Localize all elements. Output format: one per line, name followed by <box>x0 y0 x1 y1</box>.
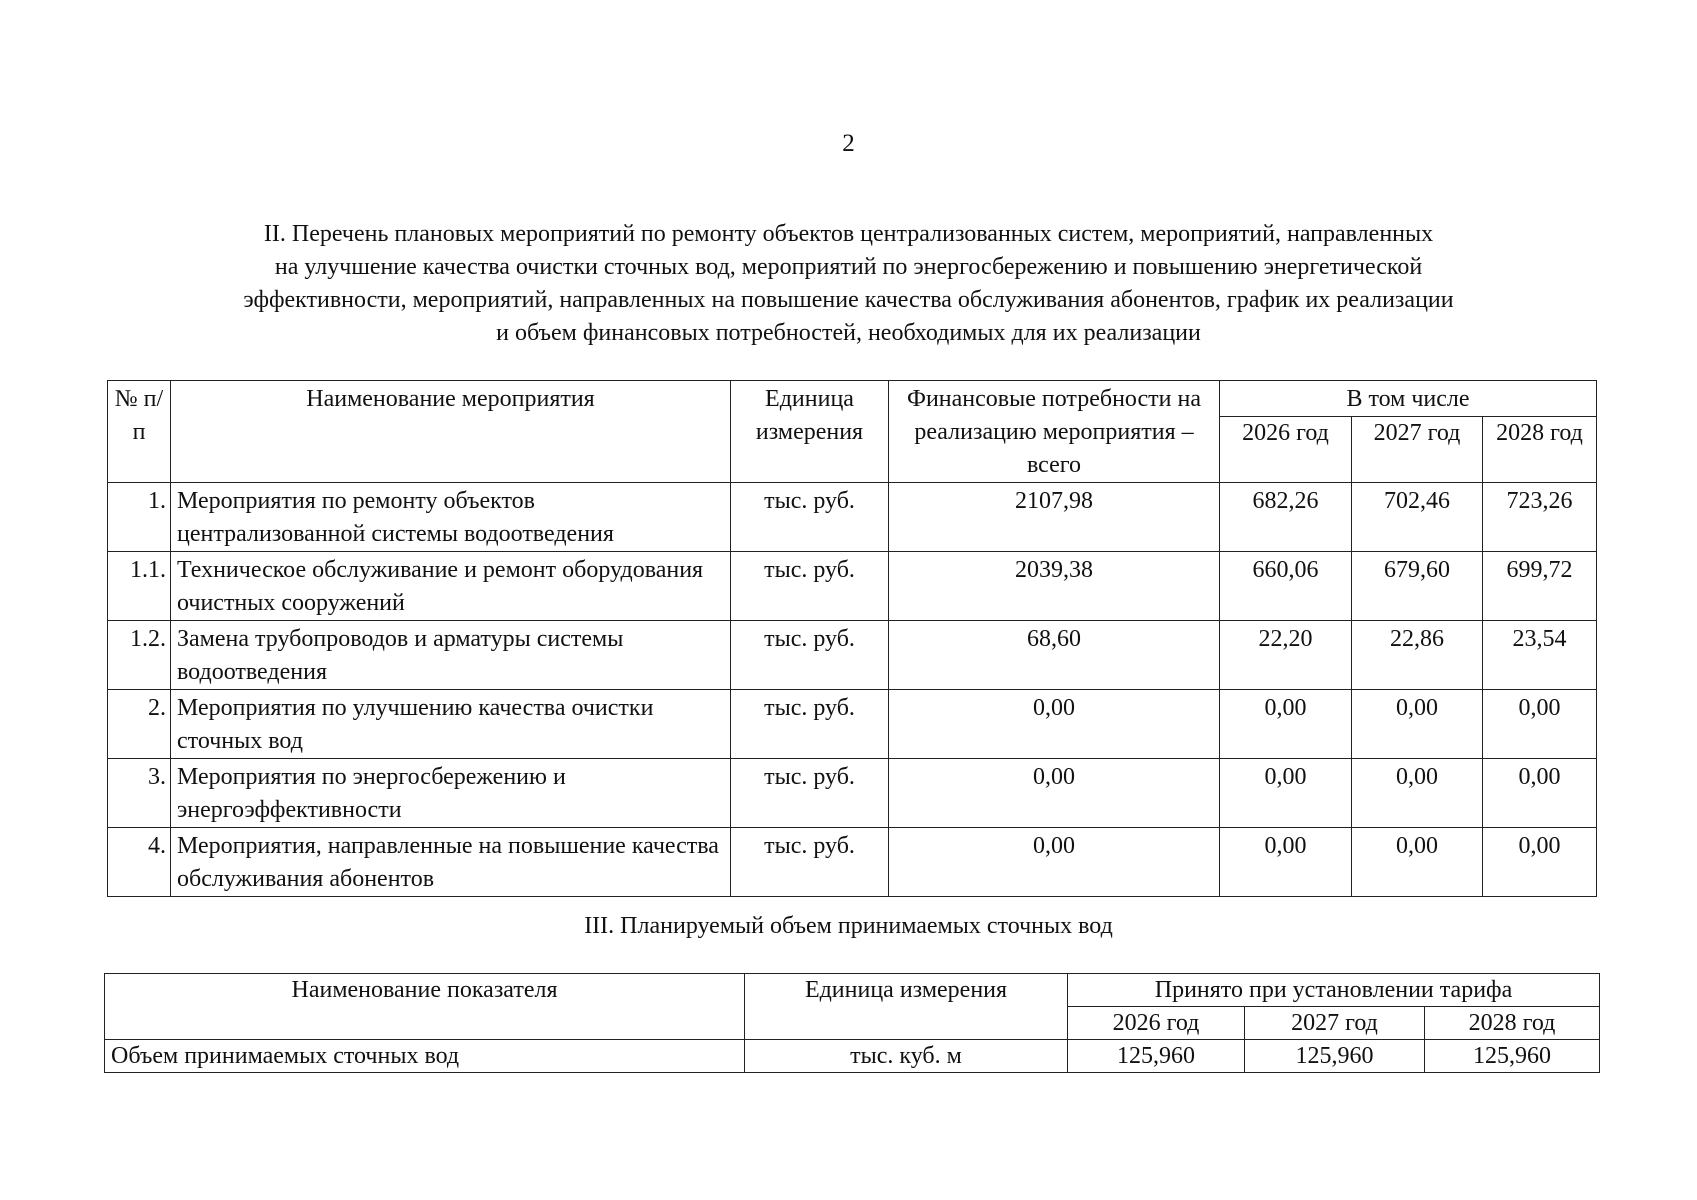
row-2027: 702,46 <box>1352 483 1483 552</box>
row-2026: 0,00 <box>1220 828 1352 897</box>
section-2-title-line: эффективности, мероприятий, направленных на повышение качества обслуживания абонентов, график их реализации <box>243 287 1454 313</box>
section-3-title <box>120 910 1577 943</box>
row-total: 0,00 <box>889 690 1220 759</box>
row-measure-name: Мероприятия, направленные на повышение качества обслуживания абонентов <box>171 828 731 897</box>
row-measure-name: Мероприятия по улучшению качества очистки сточных вод <box>171 690 731 759</box>
header-year-2028: 2028 год <box>1483 417 1597 483</box>
row-total: 0,00 <box>889 828 1220 897</box>
header-accepted: Принято при установлении тарифа <box>1068 974 1600 1007</box>
row-unit: тыс. руб. <box>731 552 889 621</box>
row-unit: тыс. руб. <box>731 690 889 759</box>
row-2027: 22,86 <box>1352 621 1483 690</box>
header-including: В том числе <box>1220 381 1597 417</box>
row-unit: тыс. руб. <box>731 483 889 552</box>
measures-table <box>107 380 1597 897</box>
row-number: 4. <box>108 828 171 897</box>
row-measure-name: Техническое обслуживание и ремонт оборудования очистных сооружений <box>171 552 731 621</box>
row-2027: 0,00 <box>1352 690 1483 759</box>
header-unit: Единица измерения <box>731 381 889 483</box>
header-year-2026: 2026 год <box>1220 417 1352 483</box>
header-year-2027: 2027 год <box>1245 1007 1425 1040</box>
indicator-unit: тыс. куб. м <box>745 1040 1068 1073</box>
indicator-2026: 125,960 <box>1068 1040 1245 1073</box>
row-unit: тыс. руб. <box>731 828 889 897</box>
row-2028: 23,54 <box>1483 621 1597 690</box>
section-2-title-line: на улучшение качества очистки сточных вод, мероприятий по энергосбережению и повышению энергетической <box>274 254 1423 280</box>
header-year-2027: 2027 год <box>1352 417 1483 483</box>
row-2026: 682,26 <box>1220 483 1352 552</box>
row-2027: 0,00 <box>1352 759 1483 828</box>
indicator-2027: 125,960 <box>1245 1040 1425 1073</box>
row-2026: 0,00 <box>1220 759 1352 828</box>
row-number: 3. <box>108 759 171 828</box>
row-2028: 0,00 <box>1483 759 1597 828</box>
table-row <box>108 552 1597 621</box>
table-row <box>108 759 1597 828</box>
row-number: 1. <box>108 483 171 552</box>
header-indicator: Наименование показателя <box>105 974 745 1040</box>
row-2026: 22,20 <box>1220 621 1352 690</box>
row-unit: тыс. руб. <box>731 759 889 828</box>
table-row <box>108 690 1597 759</box>
row-2027: 0,00 <box>1352 828 1483 897</box>
row-measure-name: Замена трубопроводов и арматуры системы водоотведения <box>171 621 731 690</box>
row-measure-name: Мероприятия по ремонту объектов централизованной системы водоотведения <box>171 483 731 552</box>
table-row <box>108 621 1597 690</box>
wastewater-volume-table <box>104 973 1600 1073</box>
row-2027: 679,60 <box>1352 552 1483 621</box>
row-2028: 0,00 <box>1483 690 1597 759</box>
section-2-title <box>120 218 1577 350</box>
header-year-2026: 2026 год <box>1068 1007 1245 1040</box>
header-year-2028: 2028 год <box>1425 1007 1600 1040</box>
header-name: Наименование мероприятия <box>171 381 731 483</box>
section-3-title-text: III. Планируемый объем принимаемых сточных вод <box>584 913 1113 939</box>
table-row <box>108 828 1597 897</box>
row-number: 2. <box>108 690 171 759</box>
row-total: 2107,98 <box>889 483 1220 552</box>
row-total: 2039,38 <box>889 552 1220 621</box>
header-total: Финансовые потребности на реализацию мероприятия – всего <box>889 381 1220 483</box>
header-num: № п/п <box>108 381 171 483</box>
row-2028: 723,26 <box>1483 483 1597 552</box>
row-total: 0,00 <box>889 759 1220 828</box>
row-number: 1.1. <box>108 552 171 621</box>
section-2-title-line: II. Перечень плановых мероприятий по ремонту объектов централизованных систем, мероприятий, направленных <box>263 221 1434 247</box>
table-row <box>108 483 1597 552</box>
indicator-name: Объем принимаемых сточных вод <box>105 1040 745 1073</box>
section-2-title-line: и объем финансовых потребностей, необходимых для их реализации <box>496 320 1201 346</box>
row-number: 1.2. <box>108 621 171 690</box>
header-unit: Единица измерения <box>745 974 1068 1040</box>
row-unit: тыс. руб. <box>731 621 889 690</box>
row-2028: 0,00 <box>1483 828 1597 897</box>
row-total: 68,60 <box>889 621 1220 690</box>
row-2026: 0,00 <box>1220 690 1352 759</box>
row-2026: 660,06 <box>1220 552 1352 621</box>
row-measure-name: Мероприятия по энергосбережению и энергоэффективности <box>171 759 731 828</box>
row-2028: 699,72 <box>1483 552 1597 621</box>
page-number: 2 <box>842 130 855 157</box>
indicator-2028: 125,960 <box>1425 1040 1600 1073</box>
